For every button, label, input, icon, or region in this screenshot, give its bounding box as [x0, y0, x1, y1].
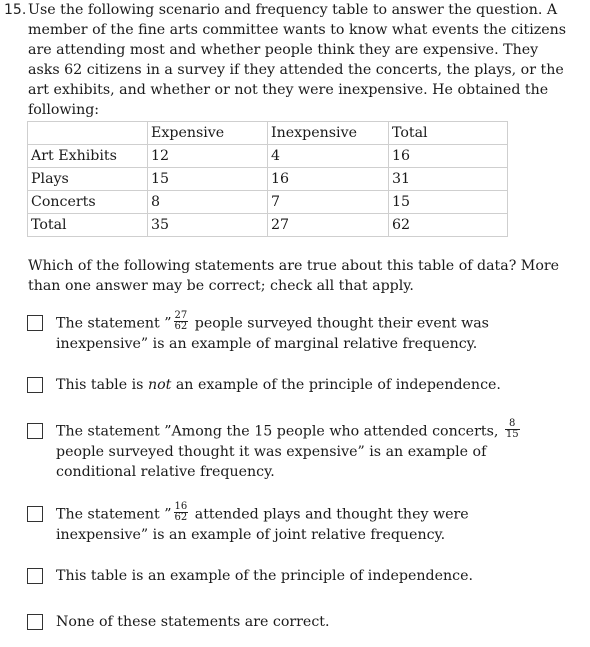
- question-text: [28, 0, 573, 120]
- table-row-label: Plays: [28, 168, 148, 191]
- table-cell: 31: [389, 168, 508, 191]
- option-text-post: an example of the principle of independence.: [171, 377, 501, 393]
- table-cell: 15: [389, 191, 508, 214]
- table-cell: 12: [148, 145, 268, 168]
- checkbox[interactable]: [27, 614, 43, 630]
- option-text: This table is an example of the principle of independence.: [56, 568, 474, 584]
- option-text-pre: The statement ”: [56, 506, 172, 523]
- table-cell: 15: [148, 168, 268, 191]
- fraction-denominator: 62: [174, 321, 188, 332]
- checkbox[interactable]: [27, 568, 43, 584]
- table-row-label: Total: [28, 214, 148, 237]
- fraction: [174, 502, 189, 523]
- option-text: [56, 310, 526, 354]
- question-scenario: A member of the fine arts committee wants to know what events the citizens are attending most and whether people think they are expensive. They asks 62 citizens in a survey if they attended the concerts, the plays, or the art exhibits, and whether or not they were inexpensive. He obtained the following:: [28, 2, 567, 118]
- checkbox[interactable]: [27, 377, 43, 393]
- table-header-cell: Expensive: [148, 122, 268, 145]
- table-header-cell: Total: [389, 122, 508, 145]
- option-text: [56, 501, 526, 545]
- option-text-post: attended plays and thought they were inexpensive” is an example of joint relative frequency.: [56, 506, 469, 543]
- question-number: 15.: [4, 2, 27, 18]
- option-text-pre: The statement ”: [56, 315, 172, 332]
- table-row: [28, 168, 508, 191]
- fraction-numerator: 27: [174, 310, 188, 321]
- option-text-post: people surveyed thought their event was inexpensive” is an example of marginal relative frequency.: [56, 315, 489, 352]
- option-text-pre: The statement ”Among the 15 people who attended concerts,: [56, 423, 503, 440]
- table-row-label: Art Exhibits: [28, 145, 148, 168]
- table-cell: 4: [268, 145, 389, 168]
- fraction: [505, 419, 520, 440]
- table-cell: 7: [268, 191, 389, 214]
- checkbox[interactable]: [27, 423, 43, 439]
- option-text-emphasis: not: [147, 377, 172, 393]
- fraction: [174, 311, 189, 332]
- fraction-numerator: 8: [505, 419, 520, 430]
- question-prompt: Which of the following statements are true about this table of data? More than one answer may be correct; check all that apply.: [28, 258, 560, 294]
- fraction-denominator: 15: [505, 429, 519, 440]
- option-text-pre: This table is: [56, 377, 148, 393]
- table-cell: 16: [389, 145, 508, 168]
- table-row-label: Concerts: [28, 191, 148, 214]
- fraction-numerator: 16: [174, 501, 188, 512]
- fraction-denominator: 62: [174, 512, 188, 523]
- table-row: [28, 191, 508, 214]
- option-text: [56, 375, 526, 395]
- option-text-post: people surveyed thought it was expensive” is an example of conditional relative frequency.: [56, 444, 487, 480]
- table-cell: 16: [268, 168, 389, 191]
- frequency-table: [27, 121, 508, 237]
- table-header-cell: Inexpensive: [268, 122, 389, 145]
- option-text: [56, 418, 526, 482]
- checkbox[interactable]: [27, 506, 43, 522]
- checkbox[interactable]: [27, 315, 43, 331]
- table-cell: 27: [268, 214, 389, 237]
- table-header-row: [28, 122, 508, 145]
- table-row: [28, 214, 508, 237]
- table-header-cell: [28, 122, 148, 145]
- table-cell: 62: [389, 214, 508, 237]
- table-cell: 8: [148, 191, 268, 214]
- table-cell: 35: [148, 214, 268, 237]
- option-text: None of these statements are correct.: [56, 614, 330, 630]
- question-intro: Use the following scenario and frequency table to answer the question.: [28, 2, 543, 18]
- table-row: [28, 145, 508, 168]
